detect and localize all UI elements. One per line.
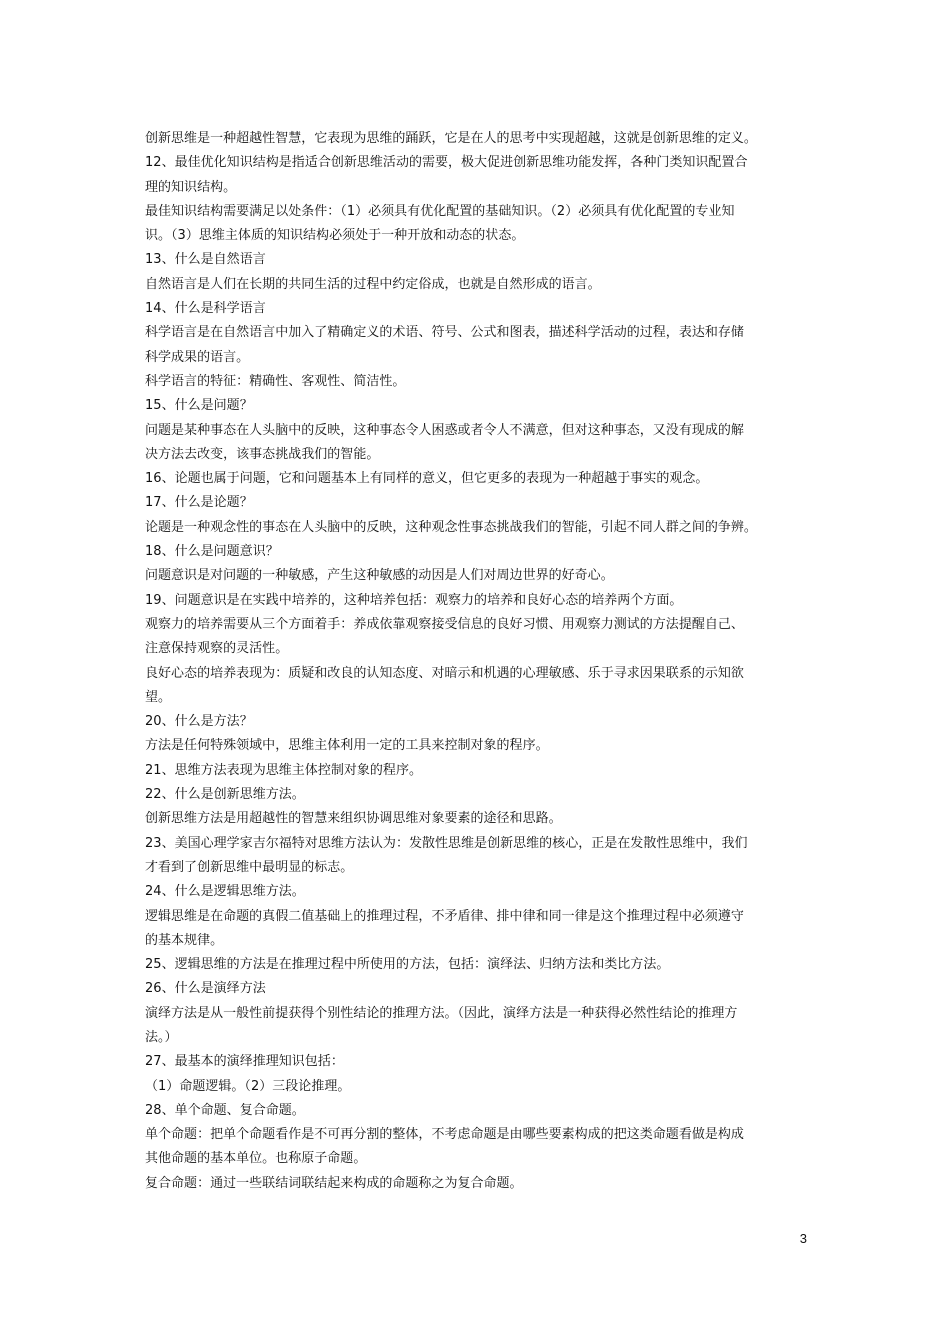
text-line: 观察力的培养需要从三个方面着手：养成依靠观察接受信息的良好习惯、用观察力测试的方法提醒自己、 [145, 616, 744, 632]
text-line: 良好心态的培养表现为：质疑和改良的认知态度、对暗示和机遇的心理敏感、乐于寻求因果联系的示知欲 [145, 665, 744, 681]
text-line: 科学成果的语言。 [145, 349, 250, 365]
text-line: 26、什么是演绎方法 [145, 981, 266, 997]
text-line: 15、什么是问题？ [145, 398, 253, 414]
text-line: 其他命题的基本单位。也称原子命题。 [145, 1151, 367, 1167]
text-line: 20、什么是方法？ [145, 714, 253, 730]
text-line: 24、什么是逻辑思维方法。 [145, 884, 305, 900]
text-line: 方法是任何特殊领域中，思维主体利用一定的工具来控制对象的程序。 [145, 738, 549, 754]
text-line: 19、问题意识是在实践中培养的，这种培养包括：观察力的培养和良好心态的培养两个方面。 [145, 592, 683, 608]
text-line: 单个命题：把单个命题看作是不可再分割的整体，不考虑命题是由哪些要素构成的把这类命题看做是构成 [145, 1127, 744, 1143]
text-line: 16、论题也属于问题，它和问题基本上有同样的意义，但它更多的表现为一种超越于事实的观念。 [145, 471, 709, 487]
page-number: 3 [799, 1231, 807, 1246]
text-line: 科学语言的特征：精确性、客观性、简洁性。 [145, 373, 406, 389]
text-line: 13、什么是自然语言 [145, 252, 266, 268]
text-line: 识。（3）思维主体质的知识结构必须处于一种开放和动态的状态。 [145, 228, 525, 244]
text-line: 22、什么是创新思维方法。 [145, 787, 305, 803]
text-line: 创新思维方法是用超越性的智慧来组织协调思维对象要素的途径和思路。 [145, 811, 562, 827]
text-line: 18、什么是问题意识？ [145, 544, 279, 560]
text-line: 理的知识结构。 [145, 179, 237, 195]
text-line: 21、思维方法表现为思维主体控制对象的程序。 [145, 762, 422, 778]
text-line: （1）命题逻辑。（2）三段论推理。 [145, 1078, 351, 1094]
document-body [145, 127, 815, 1196]
text-line: 创新思维是一种超越性智慧，它表现为思维的踊跃，它是在人的思考中实现超越，这就是创新思维的定义。 [145, 131, 757, 146]
text-line: 决方法去改变，该事态挑战我们的智能。 [145, 446, 380, 462]
text-line: 法。） [145, 1029, 178, 1045]
text-line: 问题是某种事态在人头脑中的反映，这种事态令人困惑或者令人不满意，但对这种事态，又没有现成的解 [145, 422, 744, 438]
text-line: 自然语言是人们在长期的共同生活的过程中约定俗成，也就是自然形成的语言。 [145, 276, 601, 292]
text-line: 23、美国心理学家吉尔福特对思维方法认为：发散性思维是创新思维的核心，正是在发散性思维中，我们 [145, 835, 748, 851]
text-line: 14、什么是科学语言 [145, 301, 266, 317]
text-line: 17、什么是论题？ [145, 495, 253, 511]
text-line: 演绎方法是从一般性前提获得个别性结论的推理方法。（因此，演绎方法是一种获得必然性结论的推理方 [145, 1005, 738, 1021]
text-line: 望。 [145, 689, 172, 705]
text-line: 25、逻辑思维的方法是在推理过程中所使用的方法，包括：演绎法、归纳方法和类比方法。 [145, 957, 670, 973]
text-line: 注意保持观察的灵活性。 [145, 641, 289, 657]
text-line: 逻辑思维是在命题的真假二值基础上的推理过程，不矛盾律、排中律和同一律是这个推理过程中必须遵守 [145, 908, 744, 924]
text-line: 论题是一种观念性的事态在人头脑中的反映，这种观念性事态挑战我们的智能，引起不同人群之间的争辨。 [145, 519, 757, 535]
text-line: 最佳知识结构需要满足以处条件：（1）必须具有优化配置的基础知识。（2）必须具有优化配置的专业知 [145, 203, 735, 219]
text-line: 才看到了创新思维中最明显的标志。 [145, 859, 354, 875]
text-line: 问题意识是对问题的一种敏感，产生这种敏感的动因是人们对周边世界的好奇心。 [145, 568, 614, 584]
text-line: 复合命题：通过一些联结词联结起来构成的命题称之为复合命题。 [145, 1175, 523, 1191]
text-line: 科学语言是在自然语言中加入了精确定义的术语、符号、公式和图表，描述科学活动的过程，表达和存储 [145, 325, 744, 341]
text-line: 27、最基本的演绎推理知识包括： [145, 1054, 344, 1070]
text-line: 12、最佳优化知识结构是指适合创新思维活动的需要，极大促进创新思维功能发挥，各种门类知识配置合 [145, 155, 748, 171]
text-line: 的基本规律。 [145, 932, 224, 948]
text-line: 28、单个命题、复合命题。 [145, 1102, 305, 1118]
